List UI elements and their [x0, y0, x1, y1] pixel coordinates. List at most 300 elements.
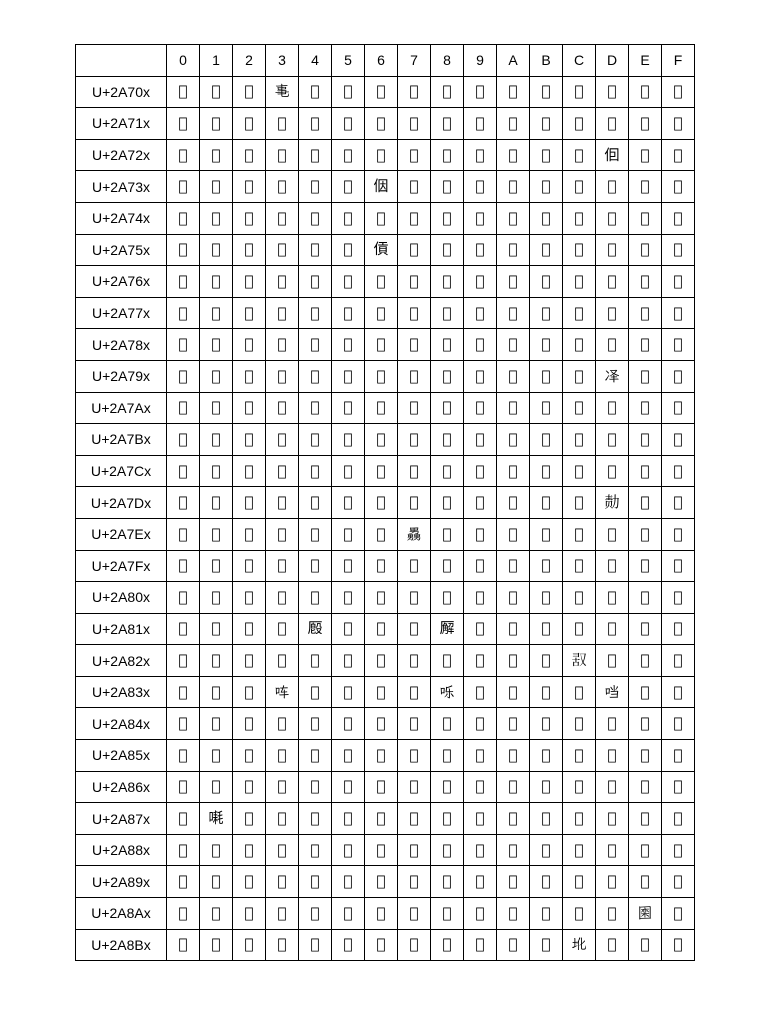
glyph-cell: 𪟿 [662, 550, 695, 582]
glyph-cell: 𪢮 [629, 898, 662, 930]
glyph-cell: 𪢊 [497, 834, 530, 866]
glyph-cell: 𪞗 [398, 360, 431, 392]
glyph-cell: 𪠔 [299, 613, 332, 645]
glyph-cell: 𪝟 [662, 234, 695, 266]
row-label: U+2A7Fx [76, 550, 167, 582]
glyph-cell: 𪜦 [365, 139, 398, 171]
glyph-cell: 𪜲 [233, 171, 266, 203]
row-label: U+2A75x [76, 234, 167, 266]
glyph-cell: 𪢅 [332, 834, 365, 866]
glyph-cell: 𪜊 [497, 76, 530, 108]
glyph-cell: 𪝯 [662, 266, 695, 298]
glyph-cell: 𪝝 [596, 234, 629, 266]
glyph-cell: 𪡢 [233, 771, 266, 803]
table-row [76, 297, 695, 329]
glyph-cell: 𪞱 [200, 424, 233, 456]
glyph-cell: 𪢝 [596, 866, 629, 898]
glyph-cell: 𪡛 [530, 740, 563, 772]
row-label: U+2A85x [76, 740, 167, 772]
corner-cell [76, 45, 167, 77]
glyph-cell: 𪜂 [233, 76, 266, 108]
glyph-cell: 𪟙 [464, 487, 497, 519]
glyph-cell: 𪢞 [629, 866, 662, 898]
glyph-cell: 𪡫 [530, 771, 563, 803]
glyph-cell: 𪟂 [233, 455, 266, 487]
glyph-cell: 𪠏 [662, 582, 695, 614]
glyph-cell: 𪡩 [464, 771, 497, 803]
row-label: U+2A7Dx [76, 487, 167, 519]
glyph-cell: 𪡂 [233, 708, 266, 740]
glyph-cell: 𪝽 [596, 297, 629, 329]
glyph-cell: 𪝎 [629, 202, 662, 234]
glyph-cell: 𪟠 [167, 518, 200, 550]
chart-body [76, 76, 695, 961]
glyph-cell: 𪞕 [332, 360, 365, 392]
table-row [76, 76, 695, 108]
glyph-cell: 𪞵 [332, 424, 365, 456]
glyph-cell: 𪠫 [530, 645, 563, 677]
glyph-cell: 𪞔 [299, 360, 332, 392]
glyph-cell: 𪠨 [431, 645, 464, 677]
glyph-cell: 𪠎 [629, 582, 662, 614]
glyph-cell: 𪜶 [365, 171, 398, 203]
glyph-cell: 𪝫 [530, 266, 563, 298]
glyph-cell: 𪜛 [530, 108, 563, 140]
glyph-cell: 𪜀 [167, 76, 200, 108]
glyph-cell: 𪝸 [431, 297, 464, 329]
glyph-cell: 𪜜 [563, 108, 596, 140]
glyph-cell: 𪟄 [299, 455, 332, 487]
glyph-cell: 𪜩 [464, 139, 497, 171]
glyph-cell: 𪝑 [200, 234, 233, 266]
glyph-cell: 𪝘 [431, 234, 464, 266]
glyph-cell: 𪞸 [431, 424, 464, 456]
glyph-cell: 𪜔 [299, 108, 332, 140]
glyph-cell: 𪠵 [332, 676, 365, 708]
glyph-cell: 𪠓 [266, 613, 299, 645]
glyph-cell: 𪟧 [398, 518, 431, 550]
glyph-cell: 𪞰 [167, 424, 200, 456]
glyph-cell: 𪢔 [299, 866, 332, 898]
glyph-cell: 𪢨 [431, 898, 464, 930]
glyph-cell: 𪢑 [200, 866, 233, 898]
glyph-cell: 𪜼 [563, 171, 596, 203]
table-row [76, 518, 695, 550]
glyph-cell: 𪡑 [200, 740, 233, 772]
glyph-cell: 𪠁 [200, 582, 233, 614]
glyph-cell: 𪜇 [398, 76, 431, 108]
glyph-cell: 𪡣 [266, 771, 299, 803]
glyph-cell: 𪝰 [167, 297, 200, 329]
glyph-cell: 𪢴 [299, 929, 332, 961]
glyph-cell: 𪡿 [662, 803, 695, 835]
glyph-cell: 𪞎 [629, 329, 662, 361]
column-header: D [596, 45, 629, 77]
glyph-cell: 𪜘 [431, 108, 464, 140]
glyph-cell: 𪢪 [497, 898, 530, 930]
table-row [76, 360, 695, 392]
glyph-cell: 𪝿 [662, 297, 695, 329]
glyph-cell: 𪞙 [464, 360, 497, 392]
glyph-cell: 𪟛 [530, 487, 563, 519]
glyph-cell: 𪞖 [365, 360, 398, 392]
glyph-cell: 𪜞 [629, 108, 662, 140]
glyph-cell: 𪢍 [596, 834, 629, 866]
column-header: 6 [365, 45, 398, 77]
glyph-cell: 𪟓 [266, 487, 299, 519]
glyph-cell: 𪢭 [596, 898, 629, 930]
glyph-cell: 𪢘 [431, 866, 464, 898]
glyph-cell: 𪡻 [530, 803, 563, 835]
row-label: U+2A70x [76, 76, 167, 108]
glyph-cell: 𪢵 [332, 929, 365, 961]
glyph-cell: 𪝴 [299, 297, 332, 329]
row-label: U+2A76x [76, 266, 167, 298]
glyph-cell: 𪞯 [662, 392, 695, 424]
glyph-cell: 𪠹 [464, 676, 497, 708]
glyph-cell: 𪜝 [596, 108, 629, 140]
glyph-cell: 𪜑 [200, 108, 233, 140]
glyph-cell: 𪡰 [167, 803, 200, 835]
glyph-cell: 𪝧 [398, 266, 431, 298]
glyph-cell: 𪝣 [266, 266, 299, 298]
glyph-cell: 𪟐 [167, 487, 200, 519]
glyph-cell: 𪢩 [464, 898, 497, 930]
row-label: U+2A86x [76, 771, 167, 803]
glyph-cell: 𪡕 [332, 740, 365, 772]
glyph-cell: 𪝼 [563, 297, 596, 329]
glyph-cell: 𪢿 [662, 929, 695, 961]
row-label: U+2A81x [76, 613, 167, 645]
glyph-cell: 𪞟 [662, 360, 695, 392]
glyph-cell: 𪞋 [530, 329, 563, 361]
glyph-cell: 𪞧 [398, 392, 431, 424]
glyph-cell: 𪠃 [266, 582, 299, 614]
glyph-cell: 𪝬 [563, 266, 596, 298]
glyph-cell: 𪜿 [662, 171, 695, 203]
glyph-cell: 𪝩 [464, 266, 497, 298]
glyph-cell: 𪠼 [563, 676, 596, 708]
glyph-cell: 𪡁 [200, 708, 233, 740]
column-header: 4 [299, 45, 332, 77]
glyph-cell: 𪠦 [365, 645, 398, 677]
glyph-cell: 𪢳 [266, 929, 299, 961]
glyph-cell: 𪢠 [167, 898, 200, 930]
glyph-cell: 𪞈 [431, 329, 464, 361]
glyph-cell: 𪟜 [563, 487, 596, 519]
glyph-cell: 𪢺 [497, 929, 530, 961]
glyph-cell: 𪜃 [266, 76, 299, 108]
row-label: U+2A88x [76, 834, 167, 866]
glyph-cell: 𪝺 [497, 297, 530, 329]
glyph-cell: 𪝶 [365, 297, 398, 329]
glyph-cell: 𪞬 [563, 392, 596, 424]
glyph-cell: 𪜫 [530, 139, 563, 171]
glyph-cell: 𪡍 [596, 708, 629, 740]
glyph-cell: 𪝡 [200, 266, 233, 298]
glyph-cell: 𪞄 [299, 329, 332, 361]
glyph-cell: 𪟉 [464, 455, 497, 487]
row-label: U+2A7Cx [76, 455, 167, 487]
glyph-cell: 𪞴 [299, 424, 332, 456]
glyph-cell: 𪢕 [332, 866, 365, 898]
glyph-cell: 𪡔 [299, 740, 332, 772]
glyph-cell: 𪜏 [662, 76, 695, 108]
glyph-cell: 𪞆 [365, 329, 398, 361]
glyph-cell: 𪞍 [596, 329, 629, 361]
glyph-cell: 𪞉 [464, 329, 497, 361]
glyph-cell: 𪟘 [431, 487, 464, 519]
row-label: U+2A79x [76, 360, 167, 392]
header-row [76, 45, 695, 77]
table-row [76, 234, 695, 266]
glyph-cell: 𪢦 [365, 898, 398, 930]
glyph-cell: 𪜤 [299, 139, 332, 171]
glyph-cell: 𪢽 [596, 929, 629, 961]
glyph-cell: 𪜡 [200, 139, 233, 171]
glyph-cell: 𪢯 [662, 898, 695, 930]
glyph-cell: 𪞃 [266, 329, 299, 361]
glyph-cell: 𪟏 [662, 455, 695, 487]
glyph-cell: 𪡈 [431, 708, 464, 740]
glyph-cell: 𪞌 [563, 329, 596, 361]
glyph-cell: 𪜬 [563, 139, 596, 171]
glyph-cell: 𪜺 [497, 171, 530, 203]
glyph-cell: 𪠴 [299, 676, 332, 708]
glyph-cell: 𪝲 [233, 297, 266, 329]
column-header: 1 [200, 45, 233, 77]
glyph-cell: 𪠷 [398, 676, 431, 708]
glyph-cell: 𪢉 [464, 834, 497, 866]
glyph-cell: 𪢛 [530, 866, 563, 898]
glyph-cell: 𪞐 [167, 360, 200, 392]
glyph-cell: 𪞺 [497, 424, 530, 456]
glyph-cell: 𪝇 [398, 202, 431, 234]
glyph-cell: 𪠙 [464, 613, 497, 645]
glyph-cell: 𪢱 [200, 929, 233, 961]
glyph-cell: 𪞡 [200, 392, 233, 424]
glyph-cell: 𪝔 [299, 234, 332, 266]
glyph-cell: 𪢫 [530, 898, 563, 930]
glyph-cell: 𪞫 [530, 392, 563, 424]
glyph-cell: 𪡝 [596, 740, 629, 772]
row-label: U+2A71x [76, 108, 167, 140]
glyph-cell: 𪝋 [530, 202, 563, 234]
glyph-cell: 𪢓 [266, 866, 299, 898]
glyph-cell: 𪠀 [167, 582, 200, 614]
glyph-cell: 𪢣 [266, 898, 299, 930]
glyph-cell: 𪡵 [332, 803, 365, 835]
glyph-cell: 𪡄 [299, 708, 332, 740]
glyph-cell: 𪢥 [332, 898, 365, 930]
glyph-cell: 𪜎 [629, 76, 662, 108]
glyph-cell: 𪠰 [167, 676, 200, 708]
glyph-cell: 𪝆 [365, 202, 398, 234]
glyph-cell: 𪝜 [563, 234, 596, 266]
glyph-cell: 𪝞 [629, 234, 662, 266]
table-row [76, 139, 695, 171]
glyph-cell: 𪠸 [431, 676, 464, 708]
glyph-cell: 𪟚 [497, 487, 530, 519]
glyph-cell: 𪟬 [563, 518, 596, 550]
glyph-cell: 𪟤 [299, 518, 332, 550]
glyph-cell: 𪢾 [629, 929, 662, 961]
glyph-cell: 𪝍 [596, 202, 629, 234]
glyph-cell: 𪠐 [167, 613, 200, 645]
glyph-cell: 𪡦 [365, 771, 398, 803]
glyph-cell: 𪜳 [266, 171, 299, 203]
glyph-cell: 𪝖 [365, 234, 398, 266]
glyph-cell: 𪞣 [266, 392, 299, 424]
glyph-cell: 𪟯 [662, 518, 695, 550]
glyph-cell: 𪞘 [431, 360, 464, 392]
glyph-cell: 𪠾 [629, 676, 662, 708]
glyph-cell: 𪢖 [365, 866, 398, 898]
glyph-cell: 𪟰 [167, 550, 200, 582]
glyph-cell: 𪢌 [563, 834, 596, 866]
glyph-cell: 𪝕 [332, 234, 365, 266]
glyph-cell: 𪝐 [167, 234, 200, 266]
table-row [76, 266, 695, 298]
glyph-cell: 𪜴 [299, 171, 332, 203]
row-label: U+2A83x [76, 676, 167, 708]
glyph-cell: 𪡉 [464, 708, 497, 740]
glyph-cell: 𪟟 [662, 487, 695, 519]
glyph-cell: 𪜁 [200, 76, 233, 108]
glyph-cell: 𪞅 [332, 329, 365, 361]
glyph-cell: 𪝊 [497, 202, 530, 234]
glyph-cell: 𪞝 [596, 360, 629, 392]
glyph-cell: 𪟶 [365, 550, 398, 582]
table-row [76, 866, 695, 898]
table-row [76, 834, 695, 866]
glyph-cell: 𪞻 [530, 424, 563, 456]
code-chart-table [75, 44, 695, 961]
glyph-cell: 𪜸 [431, 171, 464, 203]
glyph-cell: 𪠚 [497, 613, 530, 645]
column-header: B [530, 45, 563, 77]
glyph-cell: 𪟲 [233, 550, 266, 582]
glyph-cell: 𪟵 [332, 550, 365, 582]
glyph-cell: 𪝪 [497, 266, 530, 298]
glyph-cell: 𪢸 [431, 929, 464, 961]
glyph-cell: 𪜙 [464, 108, 497, 140]
column-header: 5 [332, 45, 365, 77]
glyph-cell: 𪡳 [266, 803, 299, 835]
glyph-cell: 𪞀 [167, 329, 200, 361]
glyph-cell: 𪝠 [167, 266, 200, 298]
table-row [76, 329, 695, 361]
glyph-cell: 𪟋 [530, 455, 563, 487]
row-label: U+2A7Ex [76, 518, 167, 550]
glyph-cell: 𪝏 [662, 202, 695, 234]
glyph-cell: 𪞪 [497, 392, 530, 424]
glyph-cell: 𪡀 [167, 708, 200, 740]
glyph-cell: 𪞤 [299, 392, 332, 424]
glyph-cell: 𪡱 [200, 803, 233, 835]
glyph-cell: 𪜹 [464, 171, 497, 203]
glyph-cell: 𪟈 [431, 455, 464, 487]
glyph-cell: 𪝵 [332, 297, 365, 329]
glyph-cell: 𪟃 [266, 455, 299, 487]
row-label: U+2A8Ax [76, 898, 167, 930]
glyph-cell: 𪠒 [233, 613, 266, 645]
glyph-cell: 𪢋 [530, 834, 563, 866]
glyph-cell: 𪠋 [530, 582, 563, 614]
glyph-cell: 𪞚 [497, 360, 530, 392]
glyph-cell: 𪞂 [233, 329, 266, 361]
row-label: U+2A74x [76, 202, 167, 234]
glyph-cell: 𪟌 [563, 455, 596, 487]
column-header: 8 [431, 45, 464, 77]
glyph-cell: 𪜻 [530, 171, 563, 203]
glyph-cell: 𪝀 [167, 202, 200, 234]
glyph-cell: 𪜅 [332, 76, 365, 108]
glyph-cell: 𪡬 [563, 771, 596, 803]
glyph-cell: 𪢏 [662, 834, 695, 866]
glyph-cell: 𪞓 [266, 360, 299, 392]
glyph-cell: 𪠡 [200, 645, 233, 677]
glyph-cell: 𪢤 [299, 898, 332, 930]
glyph-cell: 𪡤 [299, 771, 332, 803]
glyph-cell: 𪢁 [200, 834, 233, 866]
glyph-cell: 𪞮 [629, 392, 662, 424]
glyph-cell: 𪜒 [233, 108, 266, 140]
glyph-cell: 𪟀 [167, 455, 200, 487]
glyph-cell: 𪠂 [233, 582, 266, 614]
row-label: U+2A73x [76, 171, 167, 203]
table-row [76, 550, 695, 582]
glyph-cell: 𪟮 [629, 518, 662, 550]
glyph-cell: 𪠆 [365, 582, 398, 614]
glyph-cell: 𪡖 [365, 740, 398, 772]
row-label: U+2A82x [76, 645, 167, 677]
glyph-cell: 𪠬 [563, 645, 596, 677]
glyph-cell: 𪠊 [497, 582, 530, 614]
glyph-cell: 𪢼 [563, 929, 596, 961]
table-row [76, 929, 695, 961]
glyph-cell: 𪝓 [266, 234, 299, 266]
glyph-cell: 𪠯 [662, 645, 695, 677]
row-label: U+2A80x [76, 582, 167, 614]
glyph-cell: 𪠽 [596, 676, 629, 708]
glyph-cell: 𪝁 [200, 202, 233, 234]
glyph-cell: 𪠻 [530, 676, 563, 708]
glyph-cell: 𪟳 [266, 550, 299, 582]
glyph-cell: 𪞛 [530, 360, 563, 392]
glyph-cell: 𪢷 [398, 929, 431, 961]
glyph-cell: 𪞠 [167, 392, 200, 424]
glyph-cell: 𪞑 [200, 360, 233, 392]
glyph-cell: 𪢂 [233, 834, 266, 866]
glyph-cell: 𪟗 [398, 487, 431, 519]
glyph-cell: 𪜭 [596, 139, 629, 171]
glyph-cell: 𪜈 [431, 76, 464, 108]
glyph-cell: 𪞷 [398, 424, 431, 456]
glyph-cell: 𪝳 [266, 297, 299, 329]
column-header: F [662, 45, 695, 77]
glyph-cell: 𪝭 [596, 266, 629, 298]
glyph-cell: 𪠕 [332, 613, 365, 645]
glyph-cell: 𪡓 [266, 740, 299, 772]
glyph-cell: 𪝷 [398, 297, 431, 329]
glyph-cell: 𪡥 [332, 771, 365, 803]
glyph-cell: 𪡪 [497, 771, 530, 803]
glyph-cell: 𪝻 [530, 297, 563, 329]
column-header: 2 [233, 45, 266, 77]
glyph-cell: 𪠘 [431, 613, 464, 645]
glyph-cell: 𪝉 [464, 202, 497, 234]
